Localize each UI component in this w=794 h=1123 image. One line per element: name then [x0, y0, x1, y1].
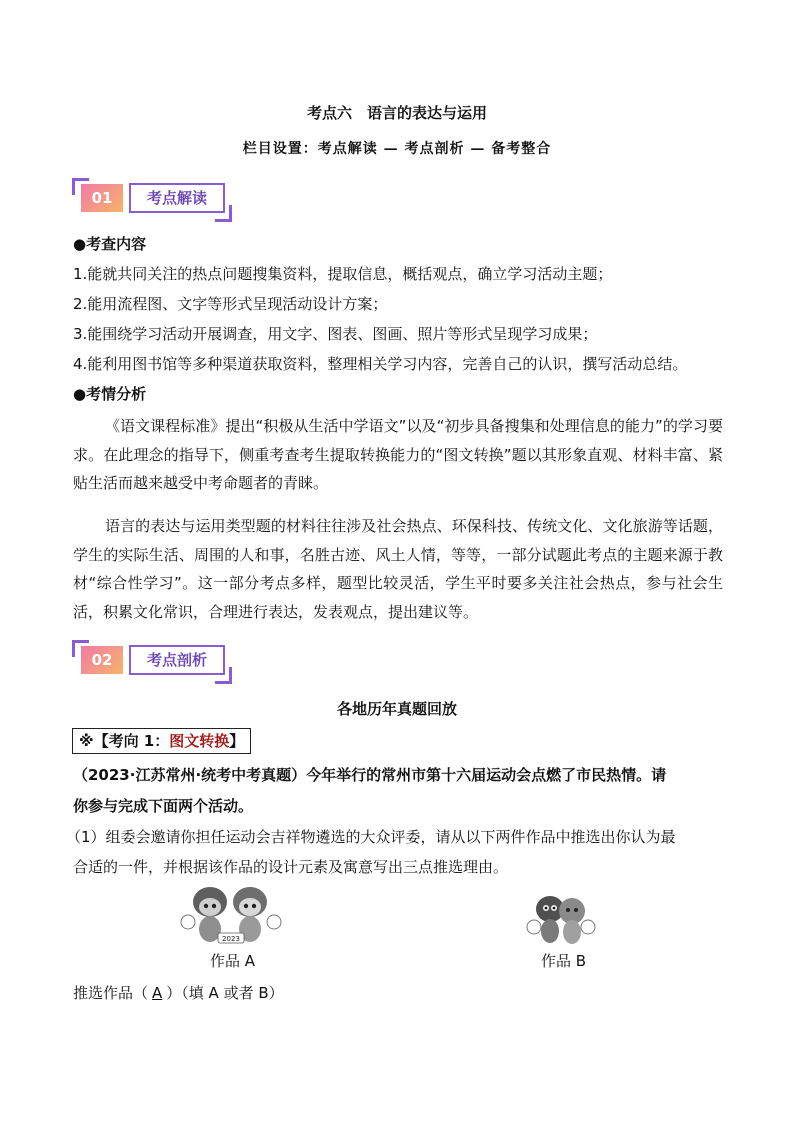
mascot-year-text: 2023	[222, 935, 240, 943]
answer-line	[73, 982, 284, 1004]
caption-b: 作品 B	[541, 952, 587, 970]
badge-label: 考点解读	[129, 183, 225, 213]
badge-number: 02	[81, 646, 123, 674]
caption-a: 作品 A	[210, 952, 256, 970]
topic-tag-prefix: ※【考向 1：	[79, 732, 170, 750]
answer-value: A	[152, 984, 163, 1002]
badge-circle-icon	[267, 915, 281, 929]
content-item: 2.能用流程图、文字等形式呈现活动设计方案；	[73, 295, 388, 313]
mascot-face-icon	[239, 898, 261, 916]
page-title: 考点六 语言的表达与运用	[306, 104, 487, 122]
mascot-face-icon	[199, 898, 221, 916]
badge-number: 01	[81, 184, 123, 212]
sub-question-line: 合适的一件，并根据该作品的设计元素及寓意写出三点推选理由。	[73, 858, 509, 876]
badge-label: 考点剖析	[129, 645, 225, 675]
answer-prefix: 推选作品（	[73, 984, 149, 1002]
analysis-paragraph: 《语文课程标准》提出“积极从生活中学语文”以及“初步具备搜集和处理信息的能力”的学习要求。在此理念的指导下，侧重考查考生提取转换能力的“图文转换”题以其形象直观、材料丰富、紧贴生活而越来越受中考命题者的青睐。	[73, 417, 723, 492]
mascot-body-icon	[541, 919, 559, 943]
content-item: 1.能就共同关注的热点问题搜集资料，提取信息，概括观点，确立学习活动主题；	[73, 265, 613, 283]
mascot-body-icon	[563, 920, 581, 944]
badge-circle-icon	[527, 920, 541, 934]
analysis-heading: ●考情分析	[73, 385, 147, 403]
mascot-a-image	[180, 885, 282, 949]
topic-tag-topic: 图文转换	[169, 732, 230, 750]
content-item: 4.能利用图书馆等多种渠道获取资料，整理相关学习内容，完善自己的认识，撰写活动总结。	[73, 355, 688, 373]
question-line: 你参与完成下面两个活动。	[73, 797, 254, 815]
topic-tag-suffix: 】	[229, 732, 245, 750]
section-heading: 各地历年真题回放	[336, 700, 457, 718]
mascot-b-image	[524, 889, 598, 949]
question-line: （2023·江苏常州·统考中考真题）今年举行的常州市第十六届运动会点燃了市民热情。请	[73, 766, 667, 784]
badge-corner-icon	[215, 205, 232, 222]
topic-tag	[72, 728, 251, 754]
section-badge-01	[72, 178, 232, 222]
sub-question-line: （1）组委会邀请你担任运动会吉祥物遴选的大众评委，请从以下两件作品中推选出你认为最	[66, 828, 676, 846]
section-badge-02	[72, 640, 232, 684]
analysis-paragraph: 语言的表达与运用类型题的材料往往涉及社会热点、环保科技、传统文化、文化旅游等话题，学生的实际生活、周围的人和事，名胜古迹、风土人情，等等，一部分试题此考点的主题来源于教材“综合性学习”。这一部分考点多样，题型比较灵活，学生平时要多关注社会热点，参与社会生活，积累文化常识，合理进行表达，发表观点，提出建议等。	[73, 517, 723, 621]
column-setup: 栏目设置：考点解读 — 考点剖析 — 备考整合	[242, 141, 552, 157]
content-heading: ●考查内容	[73, 235, 147, 253]
badge-circle-icon	[181, 915, 195, 929]
answer-suffix: ）（填 A 或者 B）	[166, 984, 284, 1002]
content-item: 3.能围绕学习活动开展调查，用文字、图表、图画、照片等形式呈现学习成果；	[73, 325, 598, 343]
badge-circle-icon	[581, 920, 595, 934]
badge-corner-icon	[215, 667, 232, 684]
